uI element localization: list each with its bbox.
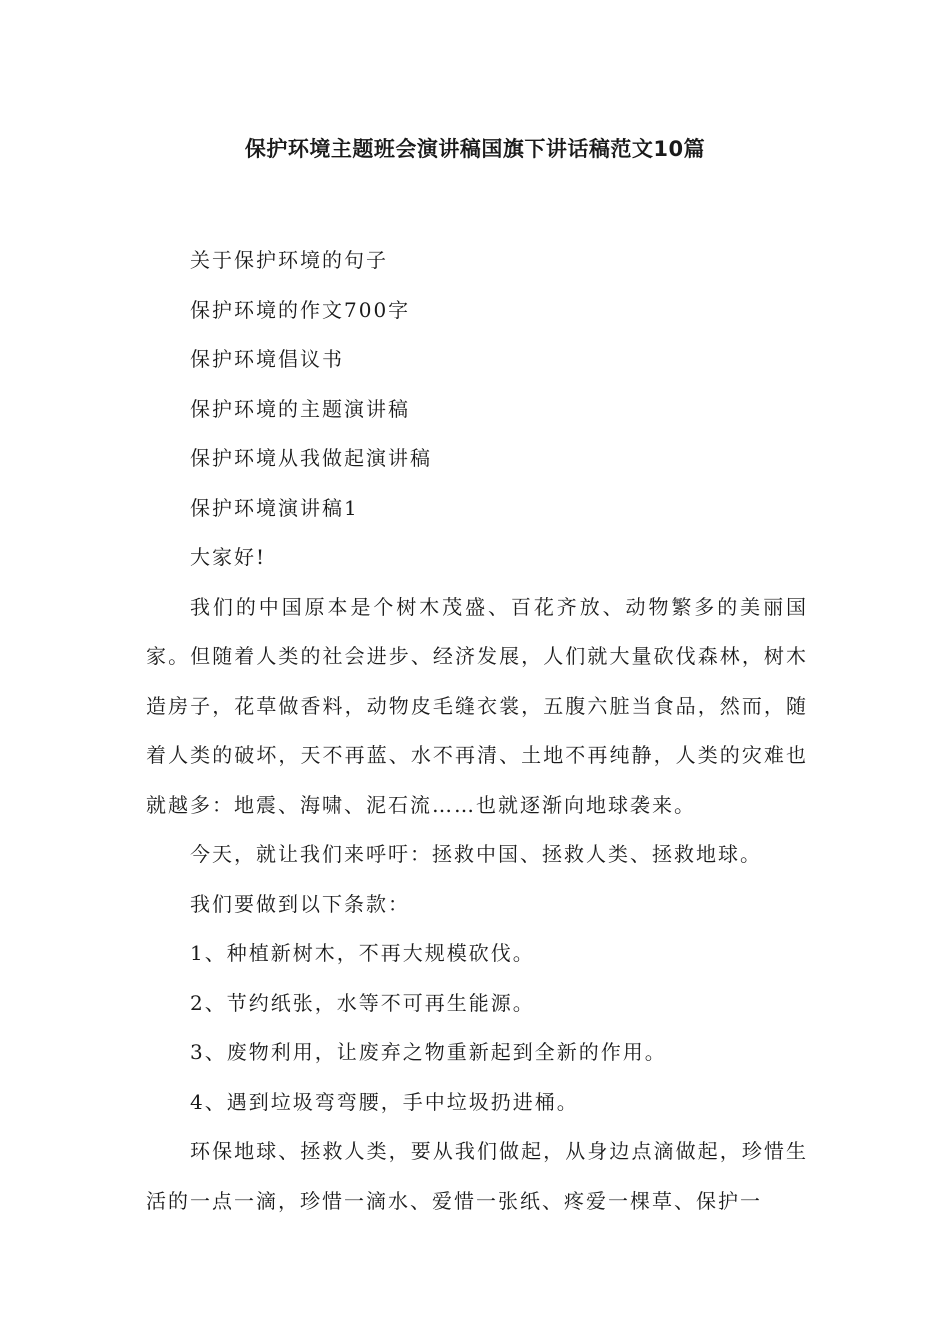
paragraph: 环保地球、拯救人类，要从我们做起，从身边点滴做起，珍惜生活的一点一滴，珍惜一滴水、爱惜一张纸、疼爱一棵草、保护一 [146, 1139, 808, 1213]
paragraph: 保护环境倡议书 [190, 347, 344, 371]
list-item: 1、种植新树木，不再大规模砍伐。 [190, 941, 535, 965]
paragraph: 保护环境演讲稿1 [190, 495, 359, 520]
paragraph: 保护环境的主题演讲稿 [190, 396, 410, 421]
list-item: 3、废物利用，让废弃之物重新起到全新的作用。 [190, 1040, 667, 1064]
document-title: 保护环境主题班会演讲稿国旗下讲话稿范文10篇 [244, 137, 706, 161]
list-item: 4、遇到垃圾弯弯腰，手中垃圾扔进桶。 [190, 1089, 579, 1114]
paragraph: 保护环境从我做起演讲稿 [190, 446, 432, 470]
paragraph: 保护环境的作文700字 [190, 297, 411, 322]
paragraph: 我们的中国原本是个树木茂盛、百花齐放、动物繁多的美丽国家。但随着人类的社会进步、经济发展，人们就大量砍伐森林，树木造房子，花草做香料，动物皮毛缝衣裳，五腹六脏当食品，然而，随着人类的破坏，天不再蓝、水不再清、土地不再纯静，人类的灾难也就越多：地震、海啸、泥石流……也就逐渐向地球袭来。 [146, 594, 808, 817]
list-item: 2、节约纸张，水等不可再生能源。 [190, 990, 535, 1015]
paragraph: 今天，就让我们来呼吁：拯救中国、拯救人类、拯救地球。 [190, 842, 762, 866]
paragraph: 我们要做到以下条款： [190, 891, 410, 916]
paragraph: 大家好! [190, 545, 267, 569]
document-body [146, 236, 808, 1226]
paragraph: 关于保护环境的句子 [190, 248, 388, 272]
